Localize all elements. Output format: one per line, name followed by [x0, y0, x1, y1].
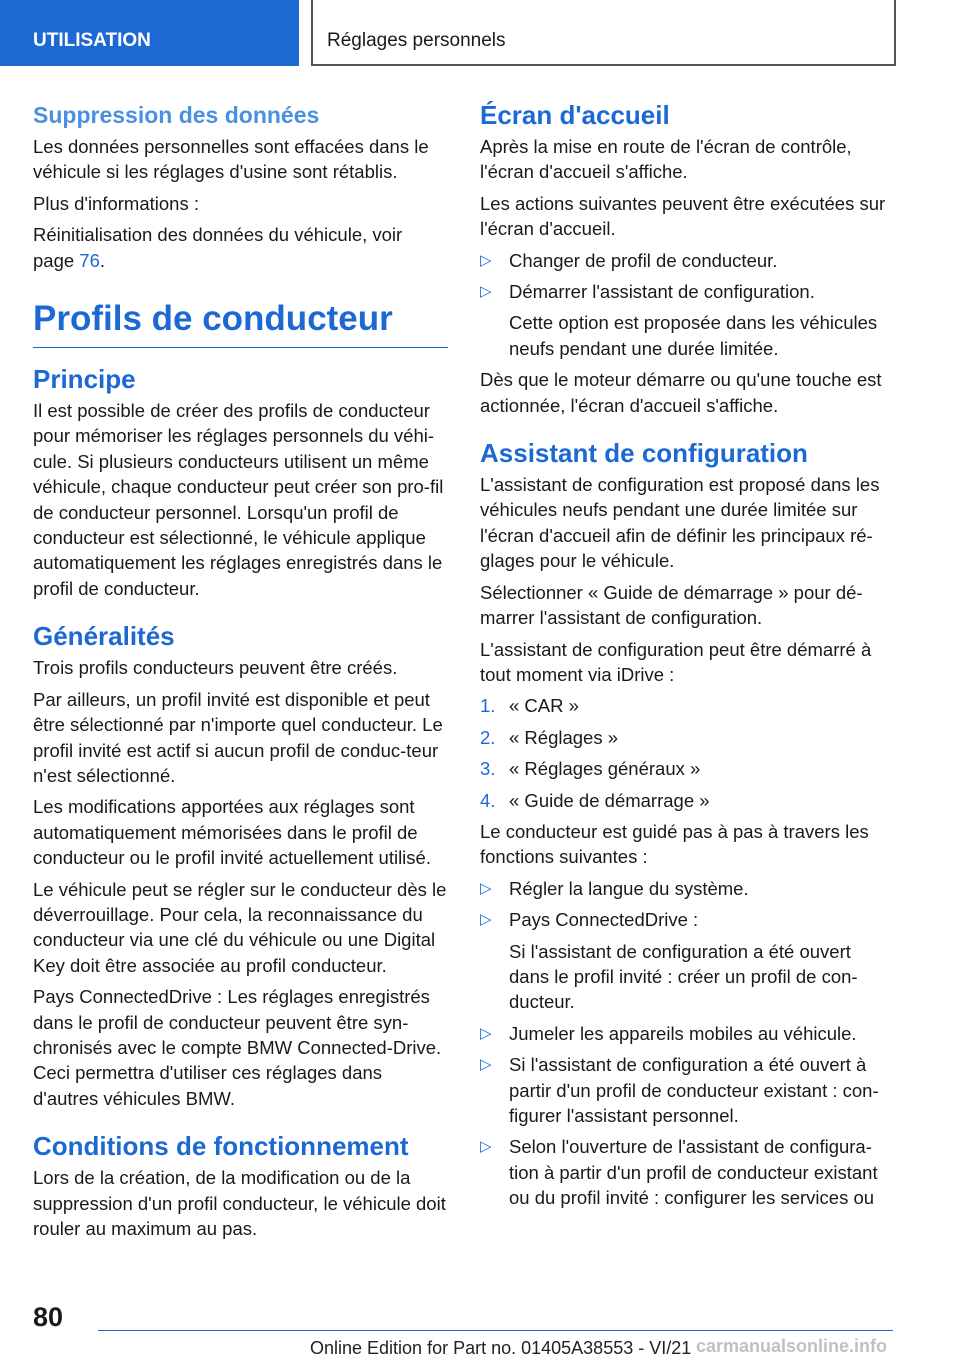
text: .	[99, 249, 106, 271]
step-number: 3.	[480, 758, 496, 780]
paragraph: Les données personnelles sont effacées dans le véhicule si les réglages d'usine sont rétablis.	[33, 136, 429, 183]
heading-assistant: Assistant de configuration	[480, 438, 808, 469]
paragraph: Sélectionner « Guide de démarrage » pour dé-marrer l'assistant de configuration.	[480, 581, 863, 629]
chapter-title: Réglages personnels	[311, 0, 896, 66]
bullet-list	[480, 1021, 896, 1211]
paragraph: Par ailleurs, un profil invité est disponible et peut être sélectionné par n'importe quel conducteur. Le profil invité est actif si aucun profil de conduc-teur n'est sélectionné.	[33, 688, 443, 786]
list-item	[480, 1134, 896, 1210]
list-item	[480, 725, 896, 750]
list-item	[480, 1052, 896, 1128]
list-item-text: Si l'assistant de configuration a été ouvert à partir d'un profil de conducteur existant : con-figurer l'assistant personnel.	[509, 1054, 879, 1126]
list-item	[480, 693, 896, 718]
page-number: 80	[33, 1302, 64, 1332]
section-tab: UTILISATION	[0, 0, 299, 66]
paragraph: Les modifications apportées aux réglages sont automatiquement mémorisées dans le profil de conducteur ou le profil invité actuellement utilisé.	[33, 796, 431, 869]
watermark: carmanualsonline.info	[696, 1336, 888, 1356]
bullet-list	[480, 876, 896, 933]
paragraph: Lors de la création, de la modification ou de la suppression d'un profil conducteur, le véhicule doit rouler au maximum au pas.	[33, 1167, 446, 1239]
list-item	[480, 279, 896, 304]
list-item	[480, 248, 896, 273]
list-item-text: Régler la langue du système.	[509, 877, 749, 899]
paragraph: Trois profils conducteurs peuvent être créés.	[33, 657, 398, 679]
list-item-text: « Réglages généraux »	[509, 758, 701, 780]
triangle-bullet-icon: ▷	[480, 1138, 492, 1156]
heading-generalites: Généralités	[33, 621, 175, 652]
right-column	[480, 100, 896, 1217]
paragraph: Pays ConnectedDrive : Les réglages enregistrés dans le profil de conducteur peuvent être syn-chronisés avec le compte BMW Connected-Drive. Ceci permettra d'utiliser ces réglages dans d'autres véhicules BMW.	[33, 986, 442, 1109]
triangle-bullet-icon: ▷	[480, 283, 492, 301]
text: Réinitialisation des données du véhicule, voir page	[33, 224, 403, 271]
paragraph: L'assistant de configuration est proposé dans les véhicules neufs pendant une durée limitée sur l'écran d'accueil afin de définir les principaux ré-glages pour le véhicule.	[480, 474, 880, 572]
paragraph: Plus d'informations :	[33, 192, 199, 214]
paragraph: Après la mise en route de l'écran de contrôle, l'écran d'accueil s'affiche.	[480, 136, 852, 183]
heading-profils: Profils de conducteur	[33, 297, 448, 348]
paragraph: Les actions suivantes peuvent être exécutées sur l'écran d'accueil.	[480, 192, 886, 240]
paragraph: Cette option est proposée dans les véhicules neufs pendant une durée limitée.	[509, 312, 878, 359]
paragraph: L'assistant de configuration peut être démarré à tout moment via iDrive :	[480, 638, 872, 685]
edition-text: Online Edition for Part no. 01405A38553 - VI/21	[310, 1338, 692, 1358]
triangle-bullet-icon: ▷	[480, 1024, 492, 1042]
list-item	[480, 1021, 896, 1046]
heading-suppression: Suppression des données	[33, 102, 320, 128]
list-item-text: Selon l'ouverture de l'assistant de configura-tion à partir d'un profil de conducteur existant ou du profil invité : configurer les services ou	[509, 1136, 878, 1209]
list-item-text: « CAR »	[509, 695, 579, 717]
list-item-text: Démarrer l'assistant de configuration.	[509, 281, 815, 303]
paragraph: Dès que le moteur démarre ou qu'une touche est actionnée, l'écran d'accueil s'affiche.	[480, 369, 882, 416]
paragraph: Si l'assistant de configuration a été ouvert dans le profil invité : créer un profil de con-ducteur.	[509, 940, 858, 1013]
step-number: 2.	[480, 726, 496, 748]
list-item	[480, 788, 896, 813]
numbered-list	[480, 693, 896, 813]
triangle-bullet-icon: ▷	[480, 1056, 492, 1074]
paragraph: Le véhicule peut se régler sur le conducteur dès le déverrouillage. Pour cela, la reconnaissance du conducteur via une clé du véhicule ou une Digital Key doit être associée au profil conducteur.	[33, 878, 447, 976]
list-item-text: Pays ConnectedDrive :	[509, 909, 699, 931]
step-number: 4.	[480, 789, 496, 811]
footer-divider	[98, 1330, 893, 1331]
triangle-bullet-icon: ▷	[480, 911, 492, 929]
list-item	[480, 756, 896, 781]
paragraph: Le conducteur est guidé pas à pas à travers les fonctions suivantes :	[480, 820, 869, 868]
paragraph	[33, 222, 448, 273]
list-item-text: « Guide de démarrage »	[509, 789, 710, 811]
list-item	[480, 907, 896, 932]
list-item	[480, 876, 896, 901]
step-number: 1.	[480, 695, 496, 717]
paragraph: Il est possible de créer des profils de conducteur pour mémoriser les réglages personnels du véhi-cule. Si plusieurs conducteurs utilisent un même véhicule, chaque conducteur peut créer son pro-fil de conducteur personnel. Lorsqu'un profil de conducteur est sélectionné, le véhicule applique automatiquement les réglages enregistrés dans le profil de conducteur.	[33, 400, 444, 599]
triangle-bullet-icon: ▷	[480, 879, 492, 897]
list-item-text: « Réglages »	[509, 726, 619, 748]
list-item-text: Jumeler les appareils mobiles au véhicule.	[509, 1022, 857, 1044]
page-link[interactable]: 76	[79, 249, 100, 271]
heading-conditions: Conditions de fonctionnement	[33, 1131, 409, 1162]
left-column	[33, 100, 448, 1247]
heading-principe: Principe	[33, 364, 136, 395]
heading-ecran-accueil: Écran d'accueil	[480, 100, 670, 130]
triangle-bullet-icon: ▷	[480, 251, 492, 269]
bullet-list	[480, 248, 896, 305]
list-item-text: Changer de profil de conducteur.	[509, 249, 778, 271]
